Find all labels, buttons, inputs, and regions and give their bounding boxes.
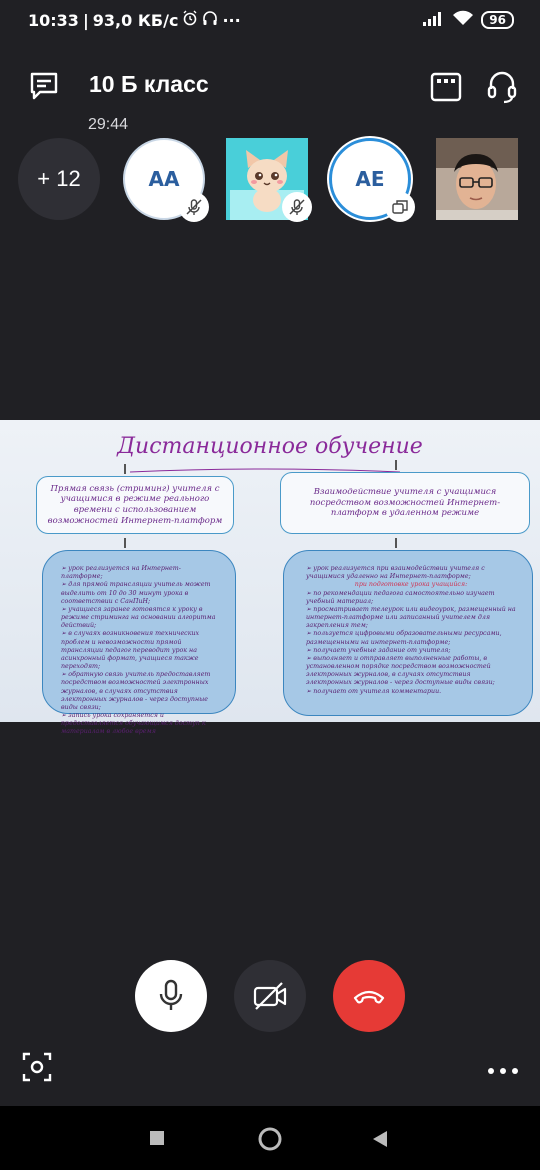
right-bottom-box xyxy=(283,550,533,716)
list-item: ➢ по рекомендации педагога самостоятельно изучает учебный материал; xyxy=(306,590,516,606)
call-header xyxy=(0,60,540,112)
list-item: ➢ получает учебные задание от учителя; xyxy=(306,647,516,655)
participant-avatar[interactable] xyxy=(123,138,205,220)
hang-up-button[interactable] xyxy=(333,960,405,1032)
back-button[interactable] xyxy=(372,1130,388,1152)
call-controls xyxy=(0,960,540,1036)
status-network-speed: 93,0 КБ/с xyxy=(92,10,179,30)
right-items-list xyxy=(306,565,516,696)
microphone-button[interactable] xyxy=(135,960,207,1032)
home-button[interactable] xyxy=(257,1126,283,1156)
screen-share-status-icon xyxy=(385,192,415,222)
list-item: ➢ для прямой трансляции учитель может выделить от 10 до 30 минут урока в соответствии с СанПиН; xyxy=(61,581,219,606)
connector-line xyxy=(124,464,126,474)
right-top-box: Взаимодействие учителя с учащимися посредством возможностей Интернет- платформ в удаленном режиме xyxy=(280,472,530,534)
mic-muted-icon xyxy=(282,192,312,222)
slide-title: Дистанционное обучение xyxy=(117,434,423,459)
left-top-box: Прямая связь (стриминг) учителя с учащимися в режиме реального времени с использованием возможностей Интернет-платформ xyxy=(36,476,234,534)
microphone-icon xyxy=(156,979,186,1013)
avatar-initials: AE xyxy=(329,138,411,220)
list-item: ➢ выполняет и отправляет выполненные работы, в установленном порядке посредством возможностей электронных журналов, в случаях отсутствия электронных журналов - через доступные виды связи; xyxy=(306,655,516,688)
list-item: ➢ учащиеся заранее готовятся к уроку в режиме стриминга на основании алгоритма действий; xyxy=(61,606,219,631)
list-item: ➢ запись урока сохраняется и предоставляется обучающимся доступ к материалам в любое время xyxy=(61,712,219,737)
square-icon xyxy=(149,1130,165,1146)
list-item: ➢ урок реализуется на Интернет-платформе; xyxy=(61,565,219,581)
participant-photo-image xyxy=(436,138,518,220)
shared-screen-slide[interactable] xyxy=(0,420,540,736)
call-title: 10 Б класс xyxy=(89,71,209,97)
list-item: ➢ обратную связь учитель предоставляет посредством возможностей электронных журналов, в случаях отсутствия электронных журналов - через доступные виды связи; xyxy=(61,671,219,712)
hang-up-icon xyxy=(352,986,386,1006)
status-bar xyxy=(0,0,540,40)
highlight-text: при подготовке урока учащийся: xyxy=(354,581,468,589)
wifi-icon xyxy=(453,11,473,30)
grid-layout-icon[interactable] xyxy=(430,72,462,102)
headset-icon[interactable] xyxy=(486,70,518,104)
participant-avatar[interactable] xyxy=(436,138,518,220)
video-toggle-button[interactable] xyxy=(234,960,306,1032)
avatar-initials: AA xyxy=(123,138,205,220)
battery-indicator: 96 xyxy=(481,11,514,29)
participant-avatar-speaking[interactable] xyxy=(329,138,411,220)
left-bottom-box xyxy=(42,550,236,736)
connector-line xyxy=(395,538,397,548)
call-duration: 29:44 xyxy=(88,116,129,133)
recents-button[interactable] xyxy=(149,1130,165,1150)
screen-share-icon[interactable] xyxy=(22,1050,52,1084)
alarm-icon xyxy=(182,10,198,30)
mic-muted-icon xyxy=(179,192,209,222)
status-time: 10:33 xyxy=(28,10,79,30)
signal-icon xyxy=(423,11,445,30)
more-dots-icon[interactable] xyxy=(486,1062,520,1074)
connector-line xyxy=(395,460,397,470)
triangle-back-icon xyxy=(372,1130,388,1148)
circle-icon xyxy=(257,1126,283,1152)
list-item: ➢ получает от учителя комментарии. xyxy=(306,688,516,696)
headphones-status-icon xyxy=(202,10,218,30)
more-participants-button[interactable]: + 12 xyxy=(18,138,100,220)
status-separator: | xyxy=(82,10,89,30)
avatar-photo xyxy=(436,138,518,220)
list-item: ➢ пользуется цифровыми образовательными ресурсами, размещенными на интернет-платформе; xyxy=(306,630,516,646)
list-item: ➢ просматривает телеурок или видеоурок, размещенный на интернет-платформе или записанный учителем для закрепления тем; xyxy=(306,606,516,631)
system-navigation-bar xyxy=(0,1106,540,1170)
list-item: ➢ в случаях возникновения технических проблем и невозможности прямой трансляции педагог переводит урок на асинхронный формат, учащиеся также переходят; xyxy=(61,630,219,671)
video-off-icon xyxy=(252,981,288,1011)
participant-avatar[interactable] xyxy=(226,138,308,220)
chat-icon[interactable] xyxy=(28,70,60,102)
left-items-list xyxy=(61,565,219,737)
list-item: ➢ урок реализуется при взаимодействии учителя с учащимися удаленно на Интернет-платформе; xyxy=(306,565,516,581)
status-more: ··· xyxy=(222,10,241,30)
connector-line xyxy=(124,538,126,548)
